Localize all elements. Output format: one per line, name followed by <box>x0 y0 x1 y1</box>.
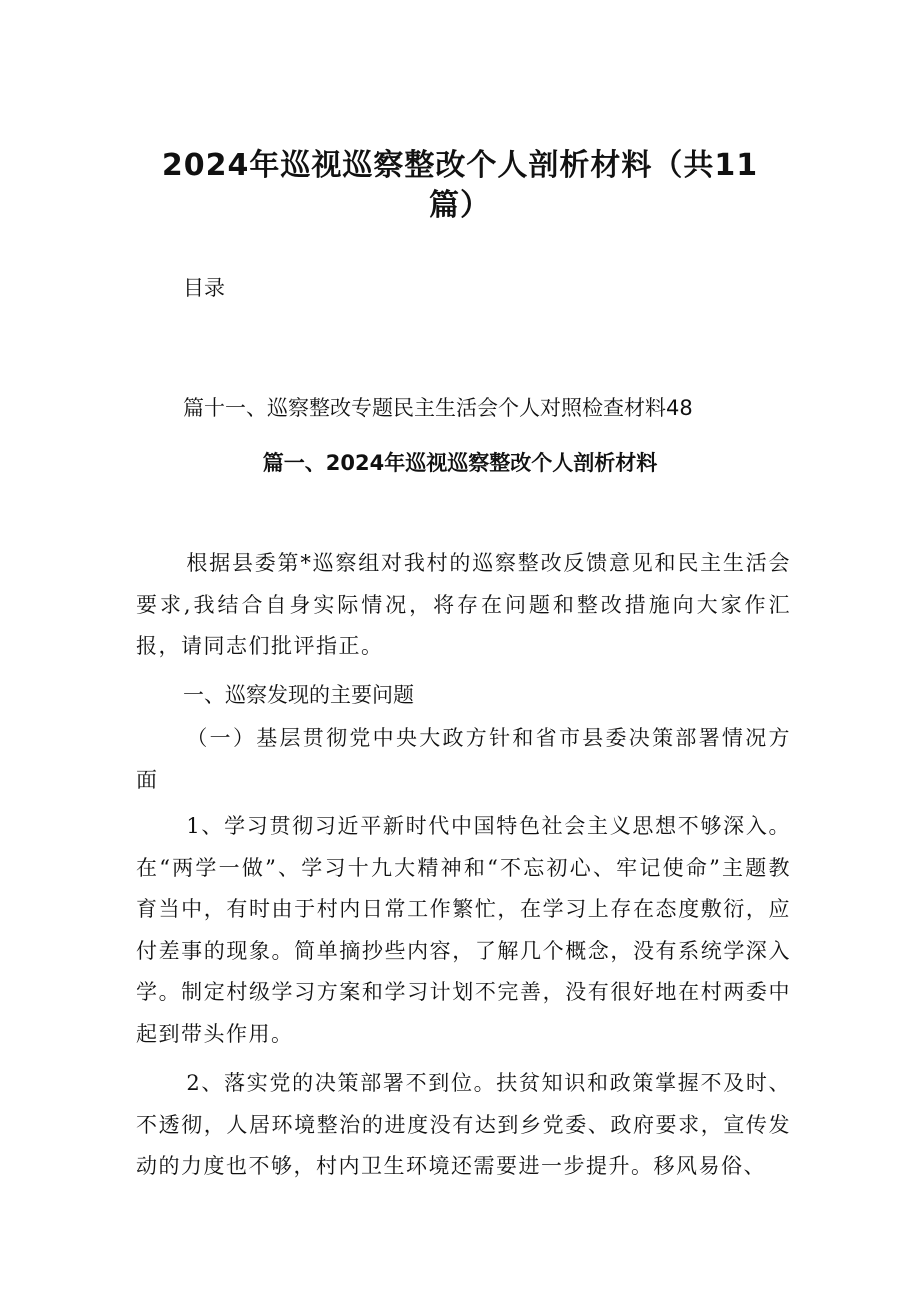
heading-main-problems: 一、巡察发现的主要问题 <box>183 683 414 707</box>
toc-label: 目录 <box>183 276 225 300</box>
section-title: 篇一、2024年巡视巡察整改个人剖析材料 <box>262 451 658 475</box>
document-title-line-1: 2024年巡视巡察整改个人剖析材料（共11 <box>161 148 759 183</box>
toc-item[interactable]: 篇十一、巡察整改专题民主生活会个人对照检查材料48 <box>183 396 693 420</box>
document-title-line-2: 篇） <box>429 188 491 223</box>
item-1-paragraph: 1、学习贯彻习近平新时代中国特色社会主义思想不够深入。在“两学一做”、学习十九大精神和“不忘初心、牢记使命”主题教育当中，有时由于村内日常工作繁忙，在学习上存在态度敷衍，应付差事的现象。简单摘抄些内容，了解几个概念，没有系统学深入学。制定村级学习方案和学习计划不完善，没有很好地在村两委中起到带头作用。 <box>136 814 791 1046</box>
intro-paragraph: 根据县委第*巡察组对我村的巡察整改反馈意见和民主生活会要求,我结合自身实际情况，将存在问题和整改措施向大家作汇报，请同志们批评指正。 <box>136 551 791 659</box>
item-2-paragraph: 2、落实党的决策部署不到位。扶贫知识和政策掌握不及时、不透彻，人居环境整治的进度没有达到乡党委、政府要求，宣传发动的力度也不够，村内卫生环境还需要进一步提升。移风易俗、 <box>136 1071 791 1179</box>
subheading-policy-implementation: （一）基层贯彻党中央大政方针和省市县委决策部署情况方面 <box>136 726 791 792</box>
